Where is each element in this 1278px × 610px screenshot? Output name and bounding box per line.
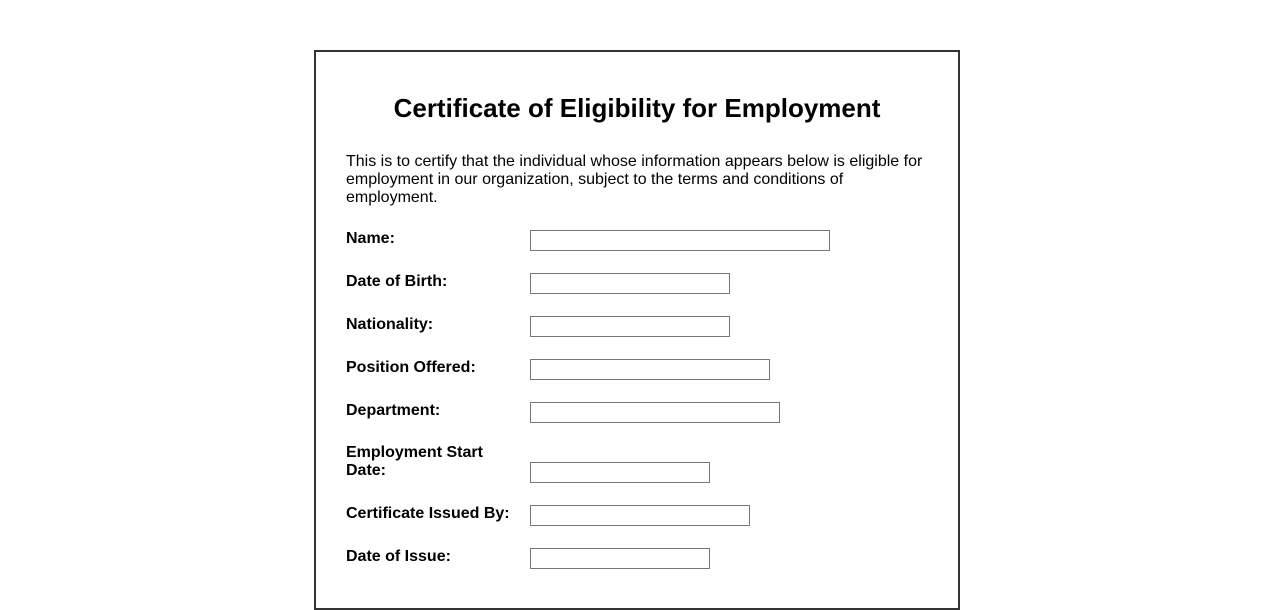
intro-paragraph: This is to certify that the individual whose information appears below is eligible for employment in our organization, subject to the terms and conditions of employment. [346,153,923,206]
department-input[interactable] [530,402,780,423]
position-offered-input[interactable] [530,359,770,380]
name-label: Name: [346,230,395,247]
date-of-issue-input[interactable] [530,548,710,569]
name-input[interactable] [530,230,830,251]
certificate-issued-by-label: Certificate Issued By: [346,505,510,522]
document-title: Certificate of Eligibility for Employment [393,93,881,123]
nationality-label: Nationality: [346,316,434,333]
department-label: Department: [346,402,441,419]
position-offered-label: Position Offered: [346,359,476,376]
date-of-birth-label: Date of Birth: [346,273,448,290]
date-of-birth-input[interactable] [530,273,730,294]
certificate-document [314,50,960,610]
date-of-issue-label: Date of Issue: [346,548,451,565]
employment-start-date-input[interactable] [530,462,710,483]
employment-start-date-label: Employment Start Date: [346,444,483,479]
nationality-input[interactable] [530,316,730,337]
certificate-issued-by-input[interactable] [530,505,750,526]
